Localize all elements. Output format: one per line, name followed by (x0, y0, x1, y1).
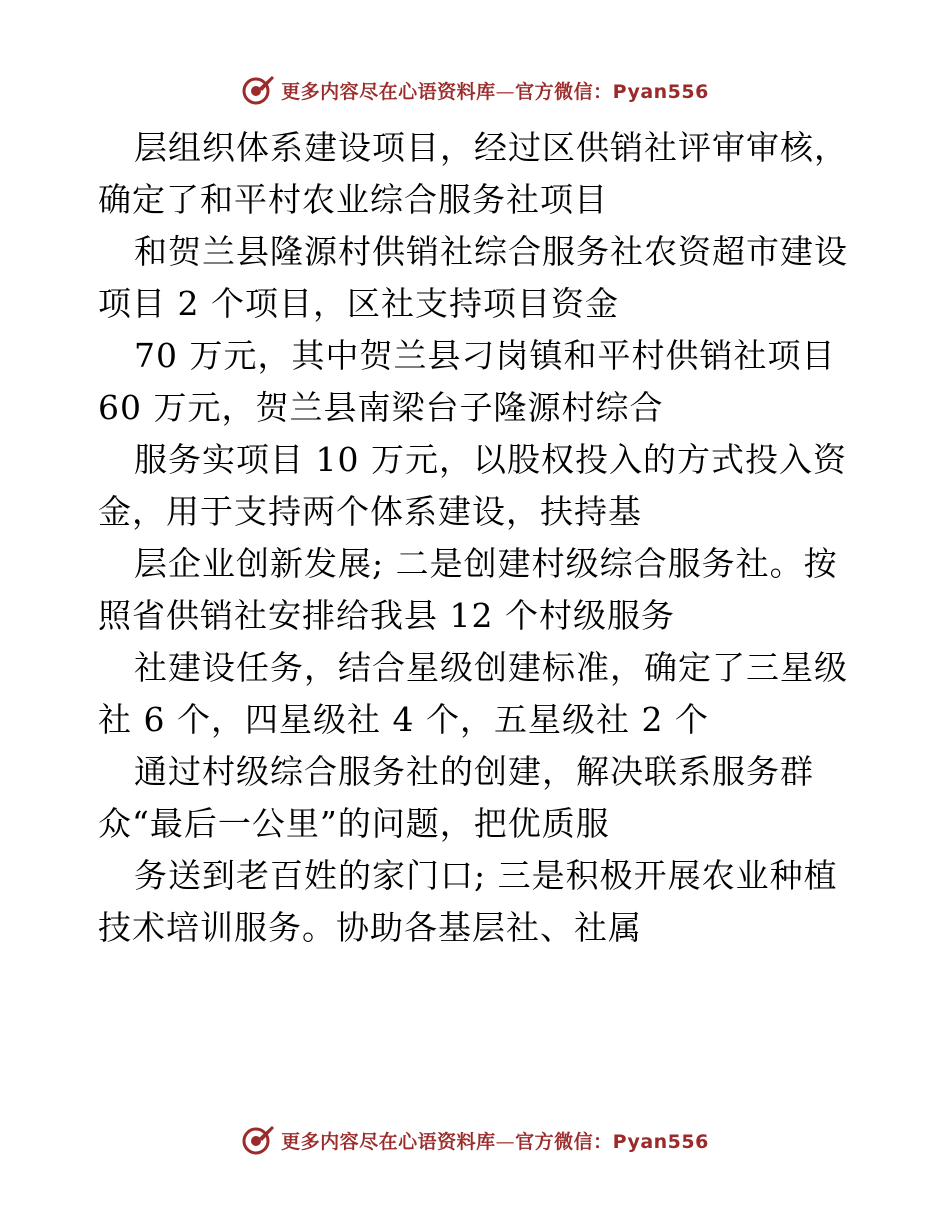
banner-main: 更多内容尽在心语资料库 (281, 1130, 496, 1153)
pen-logo-icon (241, 1123, 275, 1157)
paragraph-line: 层企业创新发展; 二是创建村级综合服务社。按 (134, 544, 838, 583)
paragraph-line: 70 万元，其中贺兰县刁岗镇和平村供销社项目 (134, 336, 836, 375)
banner-text (281, 1127, 709, 1154)
banner-separator: — (495, 80, 516, 103)
banner-main: 更多内容尽在心语资料库 (281, 80, 496, 103)
paragraph-line: 技术培训服务。协助各基层社、社属 (98, 908, 642, 947)
paragraph-line: 服务实项目 10 万元，以股权投入的方式投入资 (134, 440, 847, 479)
paragraph-line: 照省供销社安排给我县 12 个村级服务 (98, 596, 675, 635)
banner-text (281, 77, 709, 104)
banner-tail: 官方微信：Pyan556 (515, 1130, 709, 1153)
paragraph-line: 众“最后一公里”的问题，把优质服 (98, 804, 610, 843)
paragraph-line: 项目 2 个项目，区社支持项目资金 (98, 284, 619, 323)
paragraph-line: 务送到老百姓的家门口; 三是积极开展农业种植 (134, 856, 838, 895)
paragraph-line: 社 6 个，四星级社 4 个，五星级社 2 个 (98, 700, 709, 739)
document-body (98, 122, 888, 954)
banner-separator: — (495, 1130, 516, 1153)
paragraph-line: 和贺兰县隆源村供销社综合服务社农资超市建设 (134, 232, 848, 271)
pen-logo-icon (241, 73, 275, 107)
footer-banner (0, 1120, 950, 1160)
header-banner (0, 70, 950, 110)
paragraph-line: 社建设任务，结合星级创建标准，确定了三星级 (134, 648, 848, 687)
paragraph-line: 确定了和平村农业综合服务社项目 (98, 180, 608, 219)
paragraph-line: 通过村级综合服务社的创建，解决联系服务群 (134, 752, 814, 791)
paragraph-line: 60 万元，贺兰县南梁台子隆源村综合 (98, 388, 664, 427)
banner-tail: 官方微信：Pyan556 (515, 80, 709, 103)
paragraph-line: 层组织体系建设项目，经过区供销社评审审核， (134, 128, 848, 167)
paragraph-line: 金，用于支持两个体系建设，扶持基 (98, 492, 642, 531)
